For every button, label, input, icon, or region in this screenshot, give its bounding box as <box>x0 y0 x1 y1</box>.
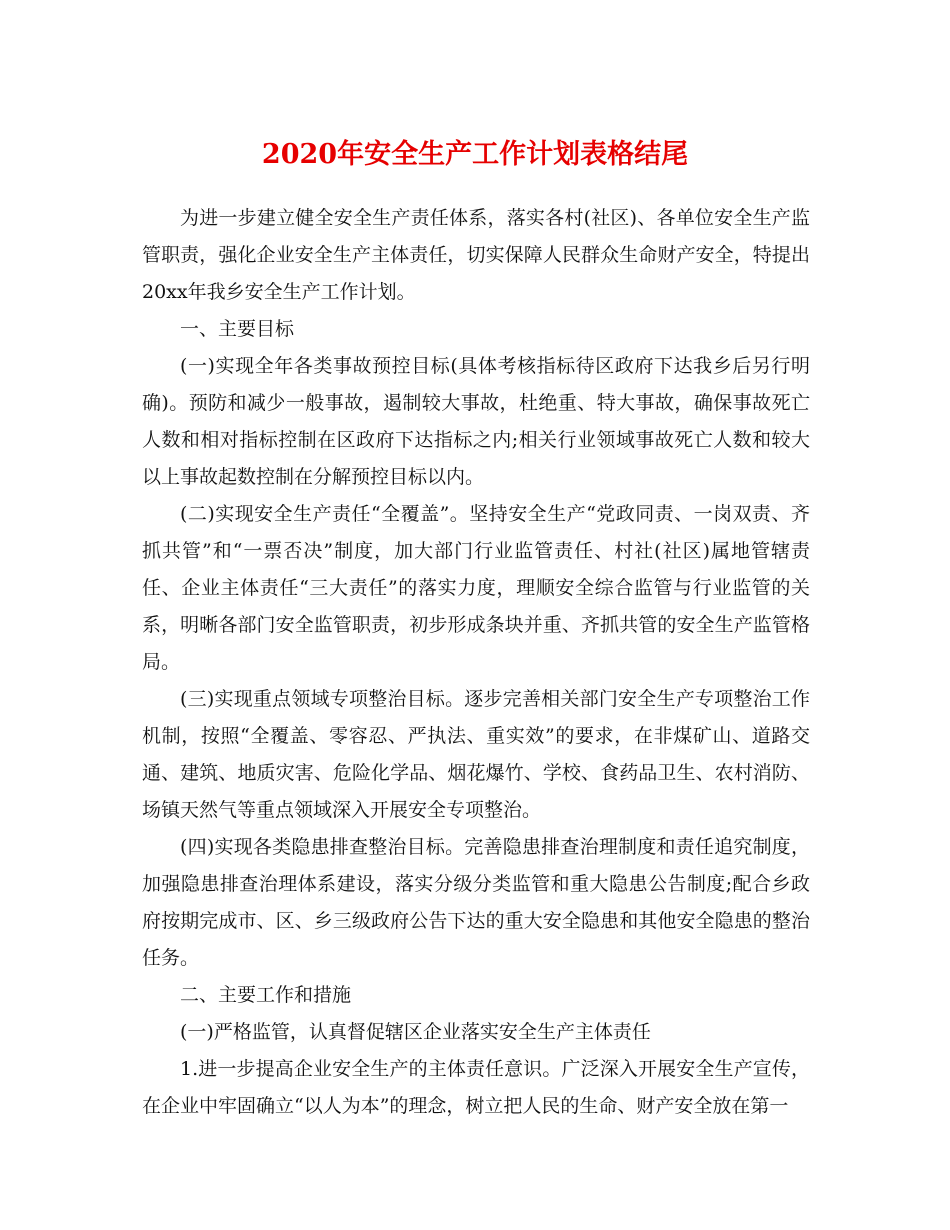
paragraph-intro: 为进一步建立健全安全生产责任体系，落实各村(社区)、各单位安全生产监管职责，强化企业安全生产主体责任，切实保障人民群众生命财产安全，特提出20xx年我乡安全生产工作计划。 <box>142 207 810 303</box>
subheading-supervision: (一)严格监管，认真督促辖区企业落实安全生产主体责任 <box>180 1021 651 1043</box>
paragraph-goal-2: (二)实现安全生产责任“全覆盖”。坚持安全生产“党政同责、一岗双责、齐抓共管”和“一票否决”制度，加大部门行业监管责任、村社(社区)属地管辖责任、企业主体责任“三大责任”的落实力度，理顺安全综合监管与行业监管的关系，明晰各部门安全监管职责，初步形成条块并重、齐抓共管的安全生产监管格局。 <box>142 503 810 673</box>
paragraph-goal-1: (一)实现全年各类事故预控目标(具体考核指标待区政府下达我乡后另行明确)。预防和减少一般事故，遏制较大事故，杜绝重、特大事故，确保事故死亡人数和相对指标控制在区政府下达指标之内;相关行业领域事故死亡人数和较大以上事故起数控制在分解预控目标以内。 <box>142 355 810 488</box>
paragraph-goal-4: (四)实现各类隐患排查整治目标。完善隐患排查治理制度和责任追究制度，加强隐患排查治理体系建设，落实分级分类监管和重大隐患公告制度;配合乡政府按期完成市、区、乡三级政府公告下达的重大安全隐患和其他安全隐患的整治任务。 <box>142 836 810 969</box>
heading-main-work: 二、主要工作和措施 <box>180 984 352 1006</box>
paragraph-goal-3: (三)实现重点领域专项整治目标。逐步完善相关部门安全生产专项整治工作机制，按照“全覆盖、零容忍、严执法、重实效”的要求，在非煤矿山、道路交通、建筑、地质灾害、危险化学品、烟花爆竹、学校、食药品卫生、农村消防、场镇天然气等重点领域深入开展安全专项整治。 <box>142 688 810 821</box>
document-body <box>142 200 810 1125</box>
heading-main-goals: 一、主要目标 <box>180 318 295 340</box>
paragraph-measure-1: 1.进一步提高企业安全生产的主体责任意识。广泛深入开展安全生产宣传，在企业中牢固确立“以人为本”的理念，树立把人民的生命、财产安全放在第一 <box>142 1058 810 1117</box>
document-title: 2020年安全生产工作计划表格结尾 <box>261 139 689 170</box>
